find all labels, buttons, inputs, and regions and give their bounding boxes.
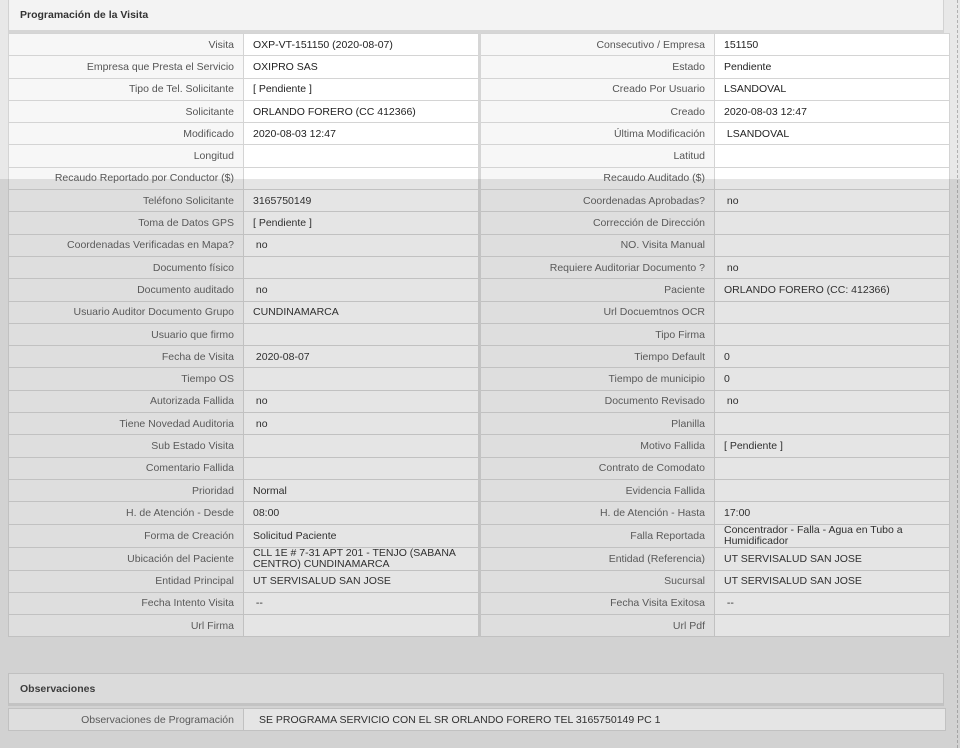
field-value: no	[244, 413, 480, 435]
field-value: --	[244, 592, 480, 614]
visit-details-body	[9, 34, 950, 637]
field-value	[715, 212, 950, 234]
field-value: OXIPRO SAS	[244, 56, 480, 78]
field-value: Solicitud Paciente	[244, 524, 480, 547]
field-label: Comentario Fallida	[9, 457, 244, 479]
field-value	[244, 435, 480, 457]
field-label: Tiempo de municipio	[480, 368, 715, 390]
field-label: Tipo de Tel. Solicitante	[9, 78, 244, 100]
field-label: Usuario Auditor Documento Grupo	[9, 301, 244, 323]
field-label: Usuario que firmo	[9, 323, 244, 345]
field-label: Requiere Auditoriar Documento ?	[480, 256, 715, 278]
field-label: Tiempo OS	[9, 368, 244, 390]
table-row	[9, 301, 950, 323]
field-label: Planilla	[480, 413, 715, 435]
field-value: [ Pendiente ]	[244, 78, 480, 100]
field-value: 0	[715, 346, 950, 368]
field-label: Entidad Principal	[9, 570, 244, 592]
field-value: UT SERVISALUD SAN JOSE	[244, 570, 480, 592]
table-row	[9, 123, 950, 145]
field-label: Documento auditado	[9, 279, 244, 301]
field-value: ORLANDO FORERO (CC: 412366)	[715, 279, 950, 301]
table-row	[9, 78, 950, 100]
field-value: LSANDOVAL	[715, 123, 950, 145]
table-row	[9, 413, 950, 435]
field-label: Recaudo Auditado ($)	[480, 167, 715, 189]
field-value: LSANDOVAL	[715, 78, 950, 100]
table-row	[9, 279, 950, 301]
field-value: no	[244, 390, 480, 412]
field-label: Modificado	[9, 123, 244, 145]
field-label: Fecha Visita Exitosa	[480, 592, 715, 614]
field-value	[715, 413, 950, 435]
field-label: Fecha de Visita	[9, 346, 244, 368]
field-label: Url Firma	[9, 615, 244, 637]
field-label: Prioridad	[9, 479, 244, 501]
table-row	[9, 167, 950, 189]
table-row	[9, 34, 950, 56]
table-row	[9, 479, 950, 501]
field-value	[715, 145, 950, 167]
field-label: Recaudo Reportado por Conductor ($)	[9, 167, 244, 189]
section-title: Observaciones	[20, 682, 96, 695]
field-label: Última Modificación	[480, 123, 715, 145]
field-value: 2020-08-07	[244, 346, 480, 368]
table-row	[9, 390, 950, 412]
field-value	[715, 301, 950, 323]
field-value: 2020-08-03 12:47	[244, 123, 480, 145]
table-row	[9, 56, 950, 78]
field-label: Documento físico	[9, 256, 244, 278]
table-row	[9, 709, 946, 731]
field-label: Paciente	[480, 279, 715, 301]
table-row	[9, 592, 950, 614]
table-row	[9, 570, 950, 592]
field-value: no	[715, 190, 950, 212]
field-label: Visita	[9, 34, 244, 56]
field-value: Concentrador - Falla - Agua en Tubo a Humidificador	[715, 524, 950, 547]
field-label: Entidad (Referencia)	[480, 547, 715, 570]
field-label: Url Pdf	[480, 615, 715, 637]
field-label: Estado	[480, 56, 715, 78]
field-value: Pendiente	[715, 56, 950, 78]
table-row	[9, 190, 950, 212]
field-value: OXP-VT-151150 (2020-08-07)	[244, 34, 480, 56]
field-value: 2020-08-03 12:47	[715, 100, 950, 122]
field-label: Consecutivo / Empresa	[480, 34, 715, 56]
field-label: Tiempo Default	[480, 346, 715, 368]
table-row	[9, 547, 950, 570]
field-value: no	[715, 256, 950, 278]
table-row	[9, 524, 950, 547]
field-label: Autorizada Fallida	[9, 390, 244, 412]
field-label: Forma de Creación	[9, 524, 244, 547]
field-value	[715, 479, 950, 501]
field-value: UT SERVISALUD SAN JOSE	[715, 547, 950, 570]
field-label: Observaciones de Programación	[9, 709, 244, 731]
field-value: no	[715, 390, 950, 412]
table-row	[9, 323, 950, 345]
table-row	[9, 457, 950, 479]
field-label: Motivo Fallida	[480, 435, 715, 457]
field-value: 3165750149	[244, 190, 480, 212]
field-value	[715, 167, 950, 189]
field-value	[244, 256, 480, 278]
field-label: Fecha Intento Visita	[9, 592, 244, 614]
field-label: Creado	[480, 100, 715, 122]
field-value	[244, 615, 480, 637]
field-value: [ Pendiente ]	[244, 212, 480, 234]
table-row	[9, 256, 950, 278]
field-value: 151150	[715, 34, 950, 56]
table-row	[9, 234, 950, 256]
field-value: SE PROGRAMA SERVICIO CON EL SR ORLANDO FORERO TEL 3165750149 PC 1	[244, 709, 946, 731]
field-value: 17:00	[715, 502, 950, 524]
section-header-programacion	[8, 0, 944, 33]
field-label: Longitud	[9, 145, 244, 167]
field-label: Coordenadas Verificadas en Mapa?	[9, 234, 244, 256]
table-row	[9, 368, 950, 390]
field-value: UT SERVISALUD SAN JOSE	[715, 570, 950, 592]
field-label: Empresa que Presta el Servicio	[9, 56, 244, 78]
field-label: Tiene Novedad Auditoria	[9, 413, 244, 435]
field-label: Falla Reportada	[480, 524, 715, 547]
field-value	[244, 145, 480, 167]
table-row	[9, 100, 950, 122]
field-label: Ubicación del Paciente	[9, 547, 244, 570]
field-label: Tipo Firma	[480, 323, 715, 345]
field-label: Sucursal	[480, 570, 715, 592]
table-row	[9, 435, 950, 457]
table-row	[9, 615, 950, 637]
field-value: 08:00	[244, 502, 480, 524]
table-row	[9, 145, 950, 167]
field-value: [ Pendiente ]	[715, 435, 950, 457]
page-edge-dashed-line	[957, 0, 958, 748]
field-label: Contrato de Comodato	[480, 457, 715, 479]
field-value	[715, 457, 950, 479]
field-label: Evidencia Fallida	[480, 479, 715, 501]
table-row	[9, 502, 950, 524]
field-value: no	[244, 234, 480, 256]
field-value	[244, 323, 480, 345]
table-row	[9, 212, 950, 234]
field-value: ORLANDO FORERO (CC 412366)	[244, 100, 480, 122]
field-label: Creado Por Usuario	[480, 78, 715, 100]
field-value: CUNDINAMARCA	[244, 301, 480, 323]
field-value: Normal	[244, 479, 480, 501]
field-label: Sub Estado Visita	[9, 435, 244, 457]
field-label: Documento Revisado	[480, 390, 715, 412]
field-label: NO. Visita Manual	[480, 234, 715, 256]
field-label: Solicitante	[9, 100, 244, 122]
field-value: CLL 1E # 7-31 APT 201 - TENJO (SABANA CENTRO) CUNDINAMARCA	[244, 547, 480, 570]
visit-details-table	[8, 33, 950, 637]
field-value	[715, 323, 950, 345]
section-header-observaciones	[8, 673, 944, 706]
field-value	[244, 368, 480, 390]
field-label: Toma de Datos GPS	[9, 212, 244, 234]
field-value	[244, 167, 480, 189]
field-label: H. de Atención - Desde	[9, 502, 244, 524]
field-value	[244, 457, 480, 479]
field-label: Url Docuemtnos OCR	[480, 301, 715, 323]
table-row	[9, 346, 950, 368]
observations-table	[8, 708, 946, 731]
field-value: 0	[715, 368, 950, 390]
field-value	[715, 615, 950, 637]
field-label: Teléfono Solicitante	[9, 190, 244, 212]
field-value: no	[244, 279, 480, 301]
field-value	[715, 234, 950, 256]
field-label: Corrección de Dirección	[480, 212, 715, 234]
field-label: Latitud	[480, 145, 715, 167]
field-value: --	[715, 592, 950, 614]
field-label: Coordenadas Aprobadas?	[480, 190, 715, 212]
section-title: Programación de la Visita	[20, 9, 149, 21]
field-label: H. de Atención - Hasta	[480, 502, 715, 524]
